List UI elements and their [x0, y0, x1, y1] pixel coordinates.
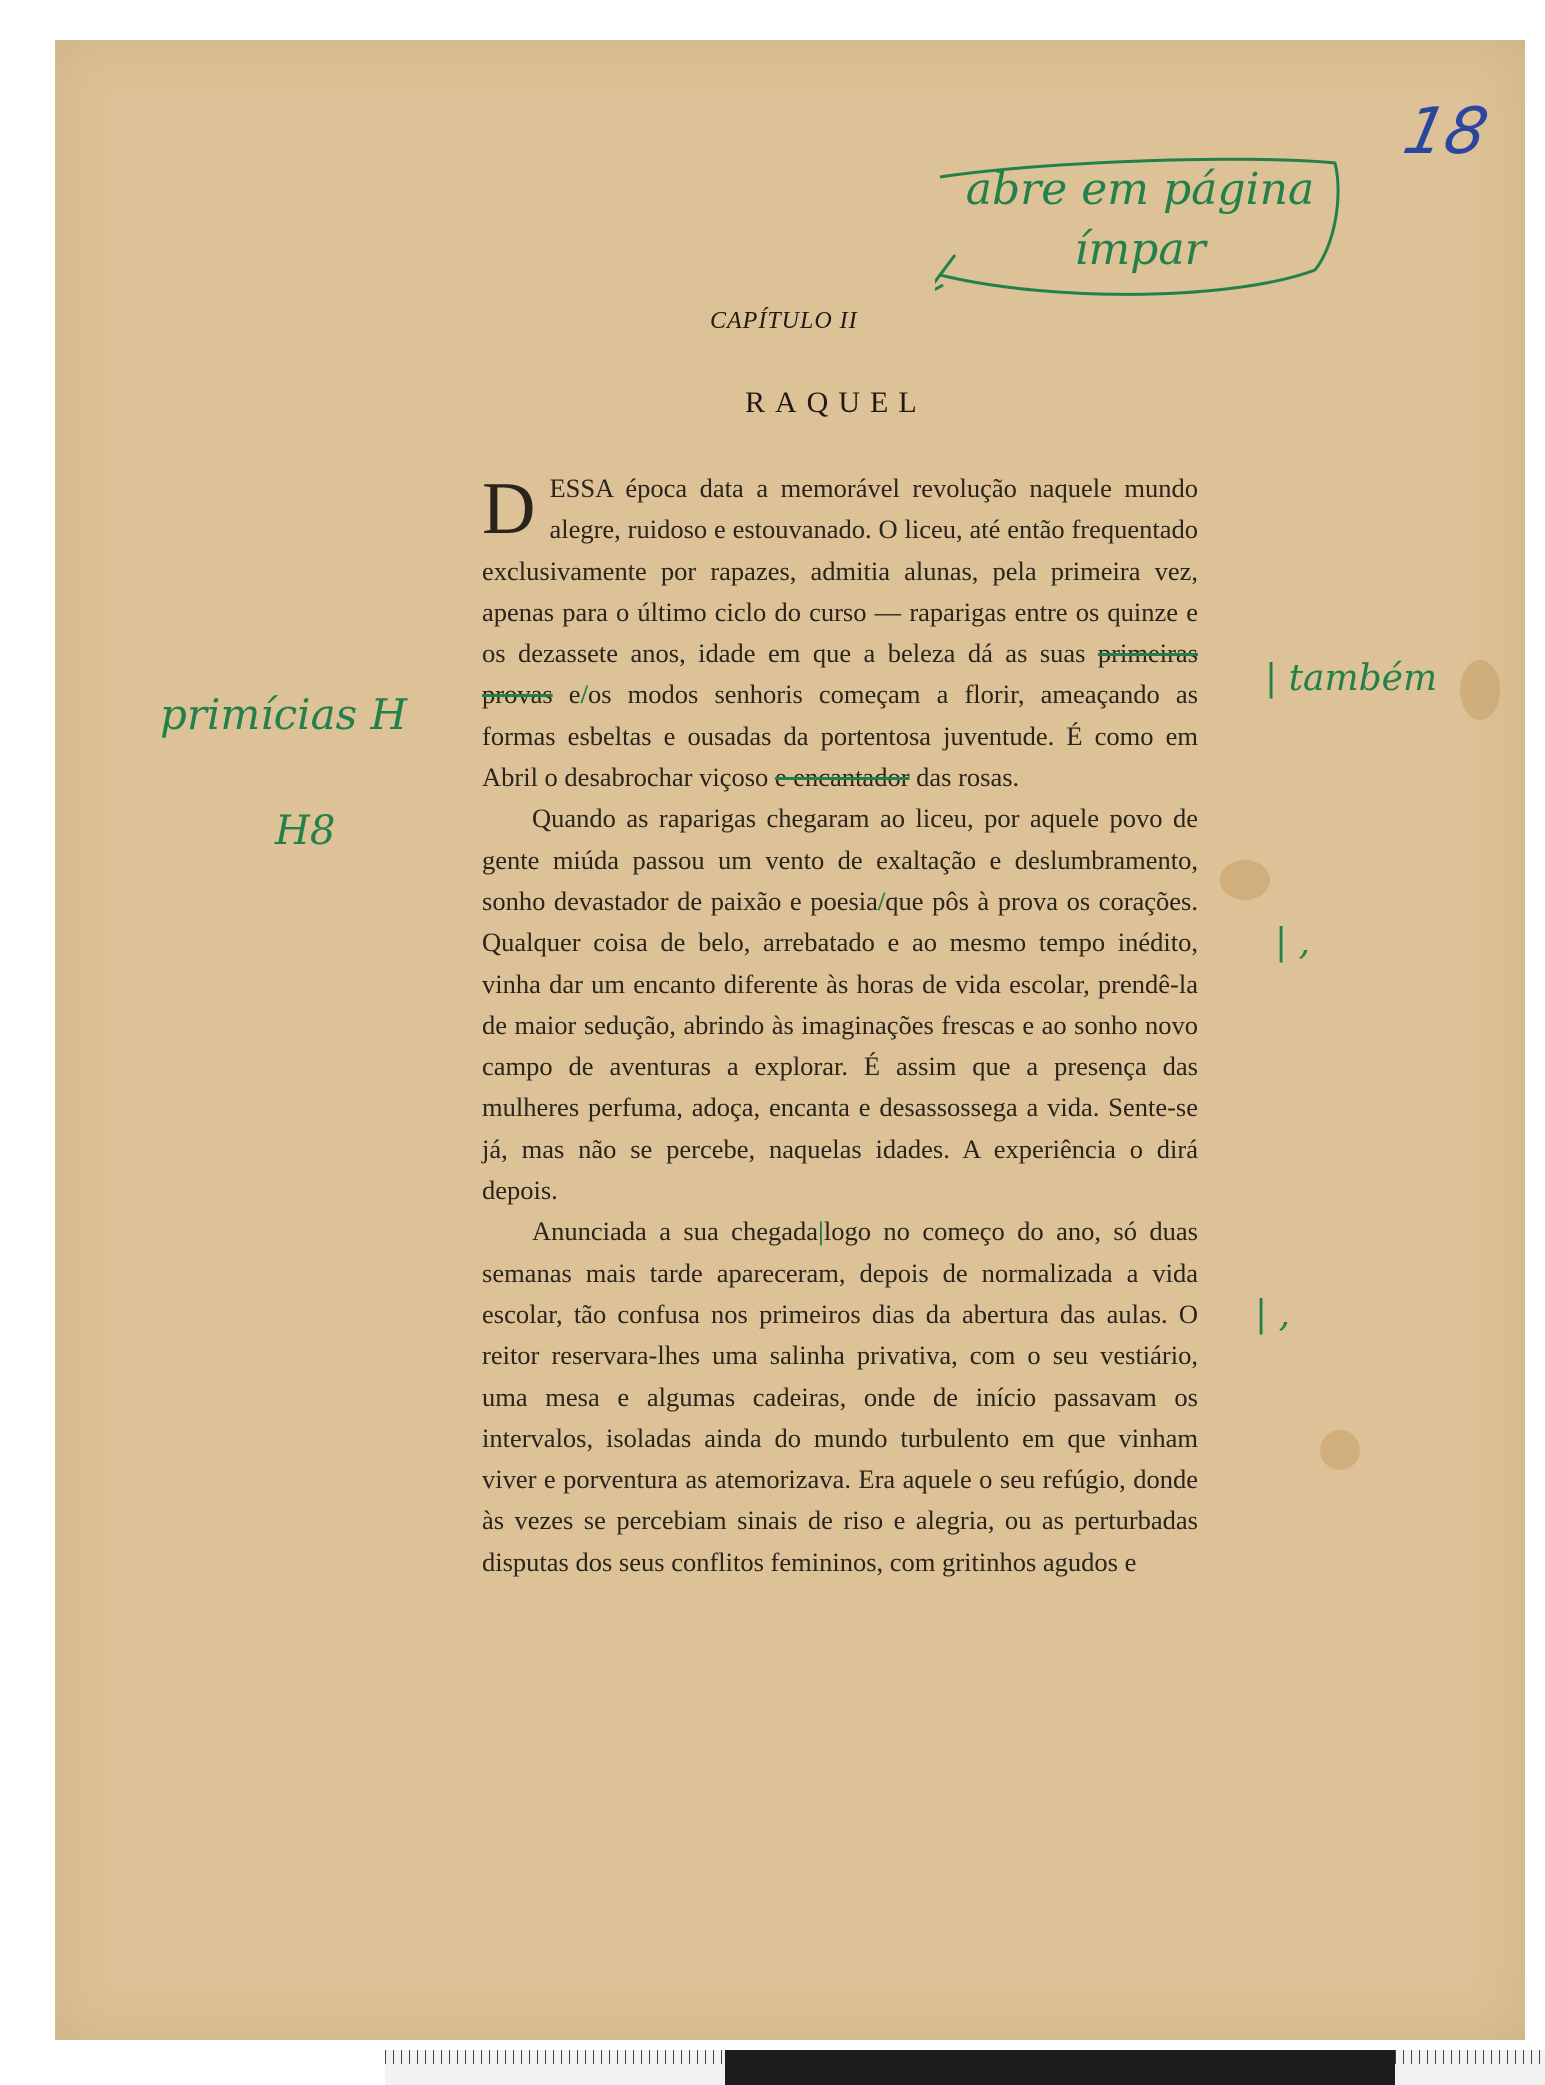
page-number: 18 [1397, 95, 1495, 169]
paragraph-2-text: que pôs à prova os corações. Qualquer coisa de belo, arrebatado e ao mesmo tempo inédito, vinha dar um encanto diferente às horas de vida escolar, prendê-la de maior sedução, abrindo às imaginações frescas e ao sonho novo campo de aventuras a explorar. É assim que a presença das mulheres perfuma, adoça, encanta e desassossega a vida. Sente-se já, mas não se percebe, naquelas idades. A experiência o dirá depois. [482, 885, 1198, 1206]
paragraph-1 [482, 468, 1198, 798]
paragraph-1-text: os modos senhoris começam a florir, ameaçando as formas esbeltas e ousadas da portentosa juventude. É como em Abril o desabrochar viçoso [482, 679, 1199, 793]
annotation-left-primicias: primícias H [160, 690, 408, 739]
insertion-mark: | [817, 1216, 824, 1247]
drop-cap: D [482, 468, 536, 550]
paragraph-1-text: e [552, 679, 581, 710]
paragraph-2-text: Quando as raparigas chegaram ao liceu, por aquele povo de gente miúda passou um vento de exaltação e deslumbramento, sonho devastador de paixão e poesia [482, 803, 1198, 916]
insertion-mark: / [580, 679, 588, 710]
annotation-bubble: abre em página ímpar [965, 164, 1315, 275]
color-scale-ruler [385, 2050, 1545, 2085]
struck-text: e encantador [774, 762, 910, 793]
body-text [482, 468, 1198, 1583]
paragraph-3-text: logo no começo do ano, só duas semanas mais tarde apareceram, depois de normalizada a vida escolar, tão confusa nos primeiros dias da abertura das aulas. O reitor reservara-lhes uma salinha privativa, com o seu vestiário, uma mesa e algumas cadeiras, onde de início passavam os intervalos, isoladas ainda do mundo turbulento em que vinham viver e porventura as atemorizava. Era aquele o seu refúgio, donde às vezes se percebiam sinais de riso e alegria, ou as perturbadas disputas dos seus conflitos femininos, com gritinhos agudos e [482, 1216, 1198, 1577]
paragraph-3-text: Anunciada a sua chegada [532, 1216, 818, 1247]
insertion-mark: / [877, 885, 886, 916]
annotation-left-h8: H8 [275, 808, 336, 854]
paper-stain [1320, 1430, 1360, 1470]
paragraph-1-text: das rosas. [909, 762, 1020, 793]
ruler-black-block [725, 2050, 1065, 2085]
chapter-heading: CAPÍTULO II [710, 308, 858, 334]
struck-text: primeiras provas [482, 638, 1198, 710]
paper-stain [1460, 660, 1500, 720]
ruler-ticks [385, 2050, 725, 2085]
chapter-title: RAQUEL [745, 386, 927, 419]
annotation-right-comma-1: | , [1275, 922, 1311, 963]
paragraph-2 [482, 798, 1198, 1211]
paper-stain [1220, 860, 1270, 900]
ruler-black-block [1055, 2050, 1395, 2085]
ruler-ticks [1395, 2050, 1545, 2085]
annotation-right-tambem: | também [1265, 658, 1438, 699]
paragraph-1-text: ESSA época data a memorável revolução naquele mundo alegre, ruidoso e estouvanado. O liceu, até então frequentado exclusivamente por rapazes, admitia alunas, pela primeira vez, apenas para o último ciclo do curso — raparigas entre os quinze e os dezassete anos, idade em que a beleza dá as suas [482, 473, 1198, 669]
paragraph-3 [482, 1211, 1198, 1583]
annotation-right-comma-2: | , [1255, 1294, 1291, 1335]
